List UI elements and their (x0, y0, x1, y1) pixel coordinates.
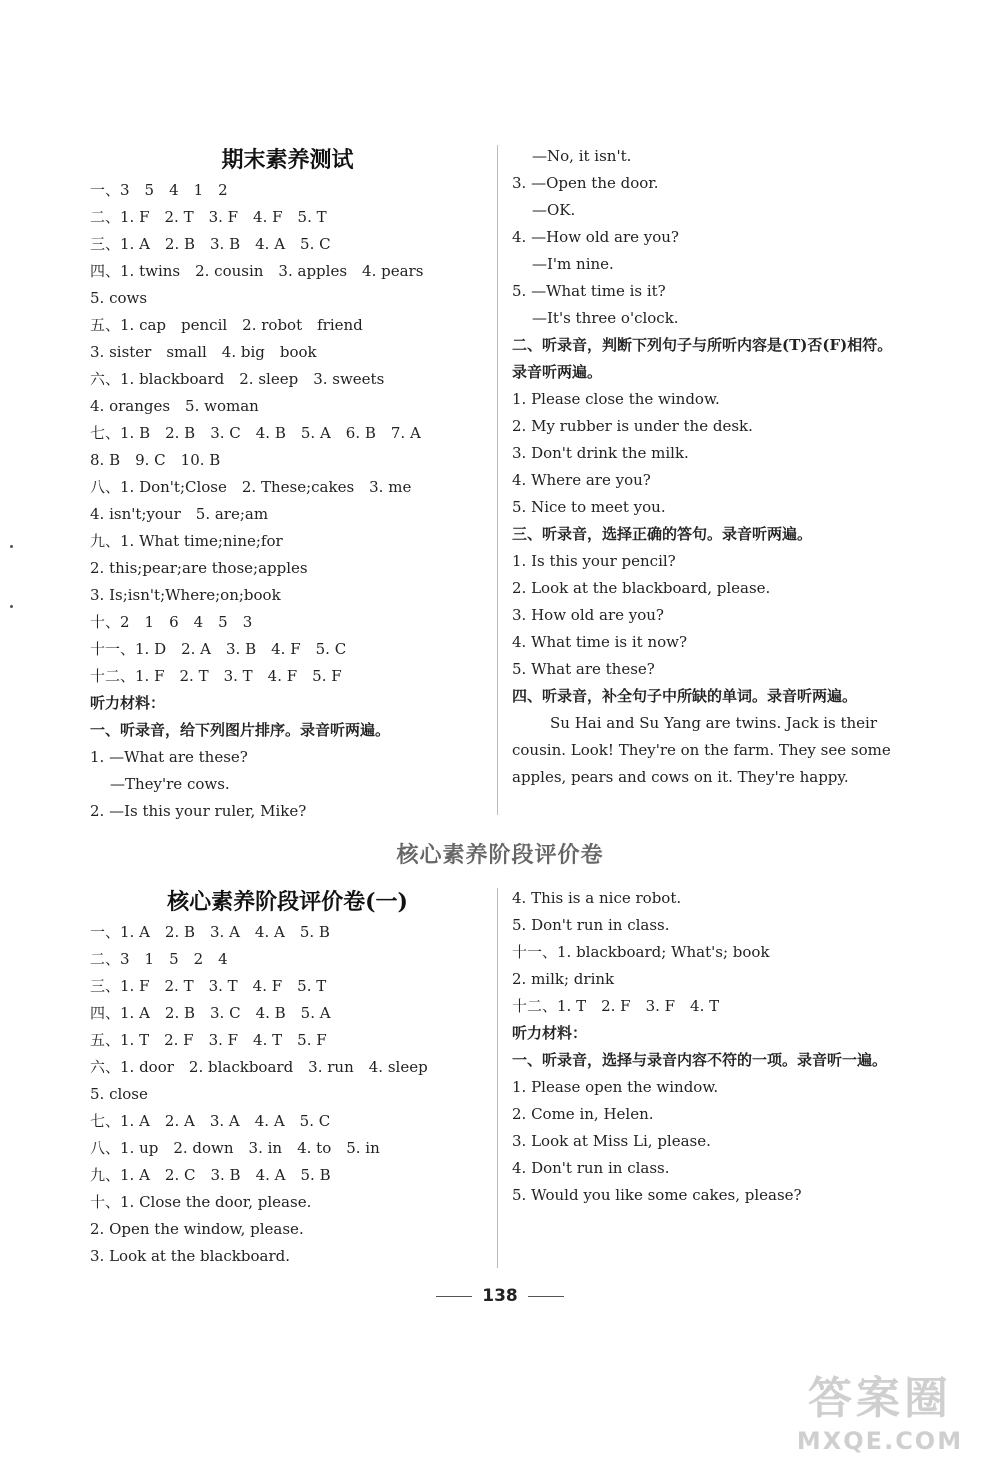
answer-line: 八、1. Don't;Close 2. These;cakes 3. me (90, 478, 412, 496)
answer-line: 十、1. Close the door, please. (90, 1193, 312, 1211)
listening-line: 4. Don't run in class. (512, 1159, 670, 1177)
answer-line: 8. B 9. C 10. B (90, 451, 221, 469)
answer-line: 5. close (90, 1085, 148, 1103)
answer-line: 一、1. A 2. B 3. A 4. A 5. B (90, 923, 330, 941)
listening-line: —It's three o'clock. (532, 309, 679, 327)
stage-test-answers (90, 919, 485, 1270)
listening-line: 一、听录音，给下列图片排序。录音听两遍。 (90, 721, 391, 739)
listening-line: 5. What are these? (512, 660, 655, 678)
listening-line: 1. Please close the window. (512, 390, 720, 408)
answer-line: 4. This is a nice robot. (512, 889, 682, 907)
answer-line: 四、1. A 2. B 3. C 4. B 5. A (90, 1004, 331, 1022)
answer-line: 四、1. twins 2. cousin 3. apples 4. pears (90, 262, 424, 280)
answer-line: 二、1. F 2. T 3. F 4. F 5. T (90, 208, 327, 226)
final-test-listening-heading: 听力材料： (90, 694, 166, 712)
answer-line: 六、1. door 2. blackboard 3. run 4. sleep (90, 1058, 428, 1076)
answer-line: 4. isn't;your 5. are;am (90, 505, 269, 523)
listening-line: 3. —Open the door. (512, 174, 659, 192)
answer-line: 十一、1. D 2. A 3. B 4. F 5. C (90, 640, 347, 658)
final-test-paragraph: Su Hai and Su Yang are twins. Jack is their cousin. Look! They're on the farm. They see some apples, pears and cows on it. They're happy. (512, 714, 891, 786)
final-test-judge-lines (512, 386, 907, 521)
stage-test-listening-heading: 听力材料： (512, 1024, 588, 1042)
answer-line: 五、1. T 2. F 3. F 4. T 5. F (90, 1031, 327, 1049)
answer-line: 3. Is;isn't;Where;on;book (90, 586, 281, 604)
listening-line: 2. —Is this your ruler, Mike? (90, 802, 307, 820)
answer-line: 六、1. blackboard 2. sleep 3. sweets (90, 370, 385, 388)
answer-line: 2. this;pear;are those;apples (90, 559, 308, 577)
listening-line: 4. Where are you? (512, 471, 651, 489)
listening-line: 2. Look at the blackboard, please. (512, 579, 771, 597)
answer-line: 九、1. A 2. C 3. B 4. A 5. B (90, 1166, 331, 1184)
listening-line: 5. —What time is it? (512, 282, 666, 300)
page-number (0, 1286, 1000, 1306)
column-divider-top (497, 145, 498, 815)
answer-line: 三、1. F 2. T 3. T 4. F 5. T (90, 977, 327, 995)
listening-line: 2. Come in, Helen. (512, 1105, 654, 1123)
final-test-dialogues (512, 143, 907, 332)
page-number-dash-right (528, 1296, 564, 1297)
answer-line: 十二、1. T 2. F 3. F 4. T (512, 997, 720, 1015)
stage-test-left-column (90, 885, 485, 1270)
answer-line: 2. milk; drink (512, 970, 615, 988)
answer-line: 十一、1. blackboard; What's; book (512, 943, 770, 961)
page-number-text: 138 (482, 1286, 518, 1306)
final-test-right-column (512, 143, 907, 791)
final-test-heading-2: 二、听录音，判断下列句子与所听内容是(T)否(F)相符。录音听两遍。 (512, 336, 893, 381)
final-test-title: 期末素养测试 (221, 147, 354, 173)
answer-line: 一、3 5 4 1 2 (90, 181, 228, 199)
listening-line: 3. Don't drink the milk. (512, 444, 689, 462)
stage-test-heading-1: 一、听录音，选择与录音内容不符的一项。录音听一遍。 (512, 1051, 888, 1069)
listening-line: 5. Nice to meet you. (512, 498, 666, 516)
answer-line: 八、1. up 2. down 3. in 4. to 5. in (90, 1139, 380, 1157)
page-number-dash-left (436, 1296, 472, 1297)
watermark-logo (780, 1371, 980, 1461)
listening-line: —No, it isn't. (532, 147, 632, 165)
margin-dot (10, 545, 13, 548)
answer-line: 十二、1. F 2. T 3. T 4. F 5. F (90, 667, 342, 685)
answer-line: 三、1. A 2. B 3. B 4. A 5. C (90, 235, 331, 253)
section-title: 核心素养阶段评价卷 (396, 843, 604, 868)
stage-test-title: 核心素养阶段评价卷(一) (167, 889, 408, 915)
answer-line: 4. oranges 5. woman (90, 397, 259, 415)
listening-line: 3. How old are you? (512, 606, 664, 624)
answer-line: 十、2 1 6 4 5 3 (90, 613, 253, 631)
answer-line: 5. Don't run in class. (512, 916, 670, 934)
answer-line: 5. cows (90, 289, 148, 307)
watermark-url: MXQE.COM (796, 1427, 964, 1455)
listening-line: 1. Please open the window. (512, 1078, 719, 1096)
answer-line: 七、1. B 2. B 3. C 4. B 5. A 6. B 7. A (90, 424, 421, 442)
final-test-heading-3: 三、听录音，选择正确的答句。录音听两遍。 (512, 525, 813, 543)
answer-line: 2. Open the window, please. (90, 1220, 304, 1238)
answer-line: 九、1. What time;nine;for (90, 532, 283, 550)
listening-line: 2. My rubber is under the desk. (512, 417, 753, 435)
margin-dot (10, 605, 13, 608)
listening-line: 4. What time is it now? (512, 633, 688, 651)
listening-line: 5. Would you like some cakes, please? (512, 1186, 802, 1204)
listening-line: 1. —What are these? (90, 748, 248, 766)
stage-test-answers-continued (512, 885, 907, 1020)
final-test-response-lines (512, 548, 907, 683)
listening-line: —I'm nine. (532, 255, 614, 273)
listening-line: 1. Is this your pencil? (512, 552, 676, 570)
listening-line: —They're cows. (110, 775, 230, 793)
answer-line: 二、3 1 5 2 4 (90, 950, 228, 968)
listening-line: 4. —How old are you? (512, 228, 679, 246)
final-test-heading-4: 四、听录音，补全句子中所缺的单词。录音听两遍。 (512, 687, 858, 705)
answer-line: 3. Look at the blackboard. (90, 1247, 290, 1265)
stage-test-right-column (512, 885, 907, 1209)
listening-line: —OK. (532, 201, 576, 219)
column-divider-bottom (497, 888, 498, 1268)
answer-line: 七、1. A 2. A 3. A 4. A 5. C (90, 1112, 331, 1130)
watermark-text: 答案圈 (808, 1373, 952, 1424)
final-test-listening-lines (90, 717, 485, 825)
final-test-answers (90, 177, 485, 690)
answer-line: 3. sister small 4. big book (90, 343, 317, 361)
listening-line: 3. Look at Miss Li, please. (512, 1132, 711, 1150)
final-test-left-column (90, 143, 485, 825)
stage-test-listening-lines (512, 1074, 907, 1209)
answer-line: 五、1. cap pencil 2. robot friend (90, 316, 363, 334)
